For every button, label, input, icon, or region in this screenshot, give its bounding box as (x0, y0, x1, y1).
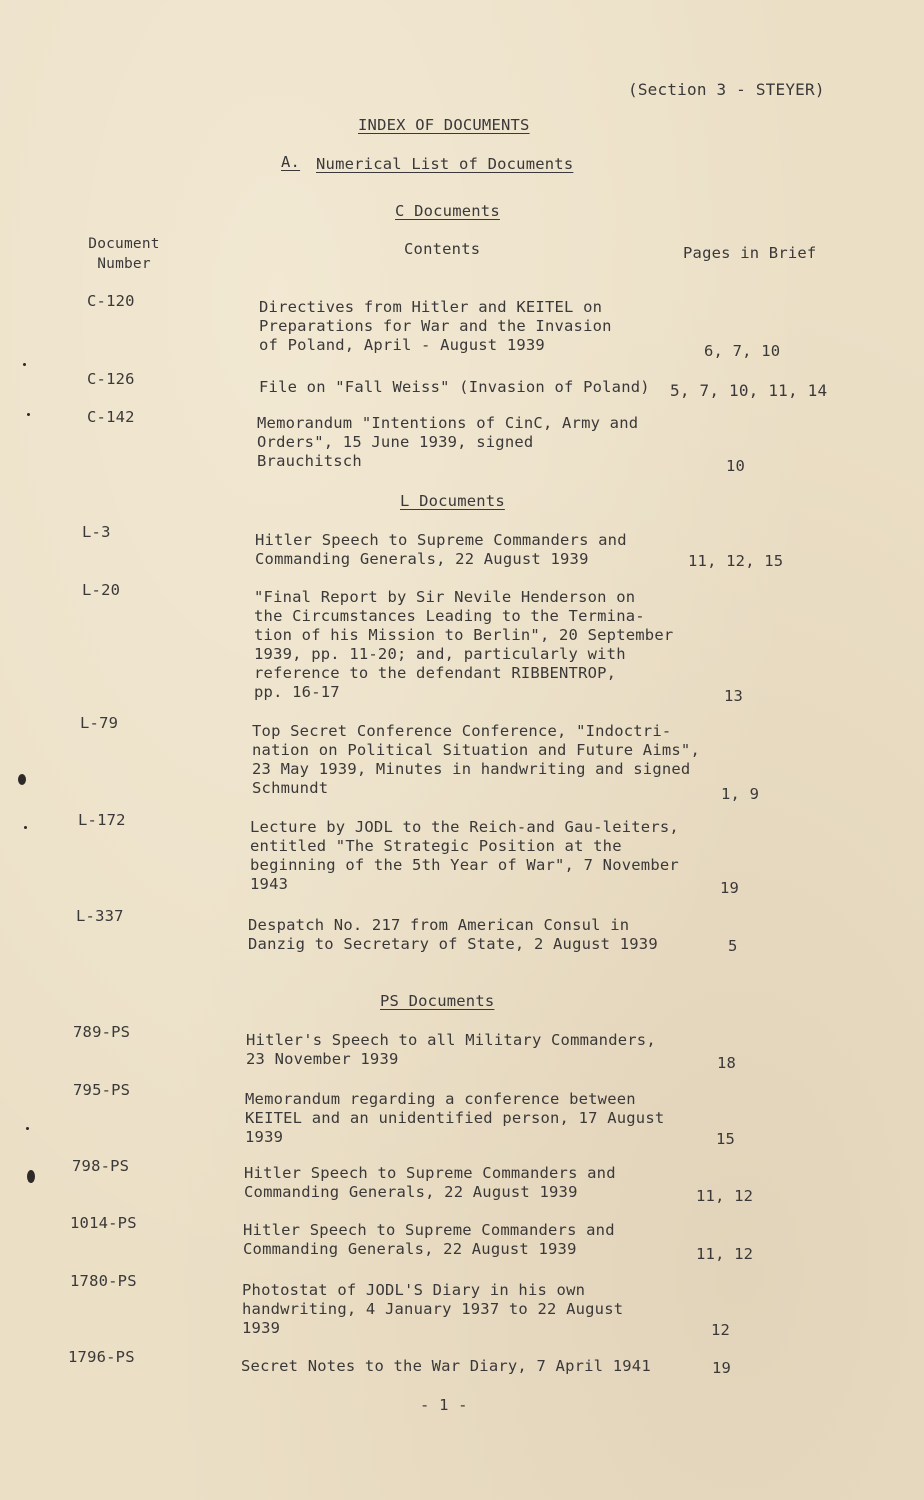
punch-mark (18, 774, 26, 785)
doc-number: 1796-PS (68, 1348, 135, 1366)
doc-number: 1780-PS (70, 1272, 137, 1290)
doc-pages: 13 (724, 687, 744, 705)
group-heading-ps: PS Documents (380, 992, 495, 1010)
column-header-contents: Contents (404, 240, 481, 258)
doc-pages: 12 (711, 1321, 731, 1339)
doc-number: 795-PS (73, 1081, 131, 1099)
doc-number: L-337 (76, 907, 124, 925)
doc-contents: Directives from Hitler and KEITEL on Preparations for War and the Invasion of Poland, April - August 1939 (259, 298, 612, 354)
doc-contents: Top Secret Conference Conference, "Indoctri- nation on Political Situation and Future Aims", 23 May 1939, Minutes in handwriting and signed Schmundt (252, 722, 700, 797)
doc-number: L-3 (82, 523, 111, 541)
punch-mark (24, 826, 27, 829)
doc-number: 1014-PS (70, 1214, 137, 1232)
doc-number: L-172 (78, 811, 126, 829)
doc-pages: 11, 12, 15 (688, 552, 784, 570)
doc-pages: 11, 12 (696, 1187, 754, 1205)
doc-contents: File on "Fall Weiss" (Invasion of Poland) (259, 378, 650, 396)
doc-number: C-126 (87, 370, 135, 388)
doc-contents: Hitler's Speech to all Military Commanders, 23 November 1939 (246, 1031, 656, 1068)
doc-number: L-79 (80, 714, 119, 732)
group-heading-l: L Documents (400, 492, 505, 510)
doc-pages: 19 (720, 879, 740, 897)
doc-pages: 11, 12 (696, 1245, 754, 1263)
subtitle: Numerical List of Documents (316, 155, 574, 173)
subtitle-letter: A. (281, 153, 301, 171)
punch-mark (23, 363, 26, 366)
doc-contents: Memorandum "Intentions of CinC, Army and Orders", 15 June 1939, signed Brauchitsch (257, 414, 639, 470)
punch-mark (26, 1127, 29, 1130)
punch-mark (27, 1170, 35, 1183)
group-heading-c: C Documents (395, 202, 500, 220)
doc-pages: 15 (716, 1130, 736, 1148)
doc-contents: Hitler Speech to Supreme Commanders and Commanding Generals, 22 August 1939 (243, 1221, 615, 1258)
doc-pages: 5, 7, 10, 11, 14 (670, 381, 828, 400)
doc-pages: 18 (717, 1054, 737, 1072)
doc-contents: Photostat of JODL'S Diary in his own handwriting, 4 January 1937 to 22 August 1939 (242, 1281, 624, 1337)
doc-number: C-142 (87, 408, 135, 426)
document-title: INDEX OF DOCUMENTS (358, 116, 530, 134)
doc-number: L-20 (82, 581, 121, 599)
doc-contents: Lecture by JODL to the Reich-and Gau-leiters, entitled "The Strategic Position at the beginning of the 5th Year of War", 7 November 1943 (250, 818, 679, 893)
doc-contents: Memorandum regarding a conference between KEITEL and an unidentified person, 17 August 1939 (245, 1090, 665, 1146)
doc-contents: "Final Report by Sir Nevile Henderson on the Circumstances Leading to the Termina- tion of his Mission to Berlin", 20 September 1939, pp. 11-20; and, particularly with reference to the defendant RIBBENTROP, pp. 16-17 (254, 588, 674, 701)
doc-pages: 1, 9 (721, 785, 760, 803)
doc-pages: 10 (726, 457, 746, 475)
column-header-pages: Pages in Brief (683, 244, 817, 262)
doc-contents: Hitler Speech to Supreme Commanders and Commanding Generals, 22 August 1939 (255, 531, 627, 568)
doc-contents: Secret Notes to the War Diary, 7 April 1941 (241, 1357, 651, 1375)
doc-pages: 5 (728, 937, 738, 955)
doc-contents: Despatch No. 217 from American Consul in Danzig to Secretary of State, 2 August 1939 (248, 916, 658, 953)
doc-number: 789-PS (73, 1023, 131, 1041)
doc-pages: 19 (712, 1359, 732, 1377)
doc-number: C-120 (87, 292, 135, 310)
page-number: - 1 - (420, 1396, 468, 1414)
punch-mark (27, 413, 30, 416)
doc-pages: 6, 7, 10 (704, 342, 781, 360)
section-label: (Section 3 - STEYER) (628, 80, 825, 99)
column-header-number: Document Number (88, 236, 160, 272)
doc-contents: Hitler Speech to Supreme Commanders and Commanding Generals, 22 August 1939 (244, 1164, 616, 1201)
doc-number: 798-PS (72, 1157, 130, 1175)
